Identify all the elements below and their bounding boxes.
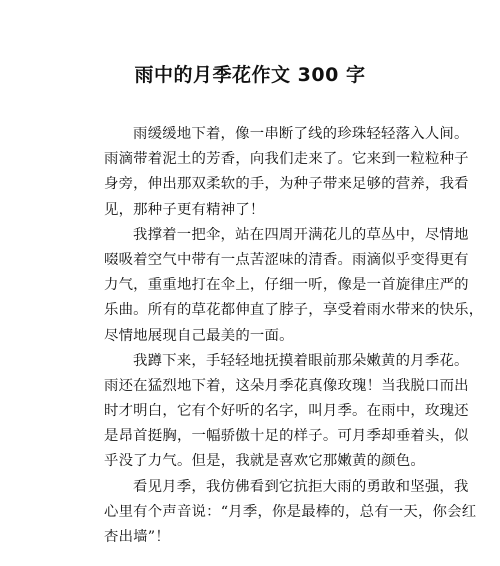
essay-line: 雨缓缓地下着，像一串断了线的珍珠轻轻落入人间。	[133, 126, 469, 142]
essay-line: 是昂首挺胸，一幅骄傲十足的样子。可月季却垂着头，似	[104, 428, 469, 445]
essay-line: 尽情地展现自己最美的一面。	[104, 327, 294, 344]
essay-line: 看见月季，我仿佛看到它抗拒大雨的勇敢和坚强，我	[133, 478, 469, 495]
essay-line: 杏出墙”！	[104, 529, 170, 545]
essay-line: 乐曲。所有的草花都伸直了脖子，享受着雨水带来的快乐，	[104, 302, 484, 319]
essay-line: 雨滴带着泥土的芳香，向我们走来了。它来到一粒粒种子	[104, 151, 469, 168]
essay-line: 心里有个声音说：“月季，你是最棒的，总有一天，你会红	[104, 503, 477, 520]
essay-body	[104, 122, 484, 550]
essay-line: 身旁，伸出那双柔软的手，为种子带来足够的营养，我看	[104, 176, 469, 193]
essay-line: 时才明白，它有个好听的名字，叫月季。在雨中，玫瑰还	[104, 403, 469, 420]
document-title: 雨中的月季花作文 300 字	[134, 64, 366, 86]
essay-line: 力气，重重地打在伞上，仔细一听，像是一首旋律庄严的	[104, 277, 469, 294]
essay-line: 乎没了力气。但是，我就是喜欢它那嫩黄的颜色。	[104, 453, 425, 470]
essay-line: 我撑着一把伞，站在四周开满花儿的草丛中，尽情地	[133, 226, 469, 243]
essay-line: 啜吸着空气中带有一点苦涩味的清香。雨滴似乎变得更有	[104, 251, 469, 268]
essay-line: 我蹲下来，手轻轻地抚摸着眼前那朵嫩黄的月季花。	[133, 352, 469, 369]
essay-line: 见，那种子更有精神了！	[104, 201, 265, 218]
essay-line: 雨还在猛烈地下着，这朵月季花真像玫瑰！当我脱口而出	[104, 377, 469, 394]
